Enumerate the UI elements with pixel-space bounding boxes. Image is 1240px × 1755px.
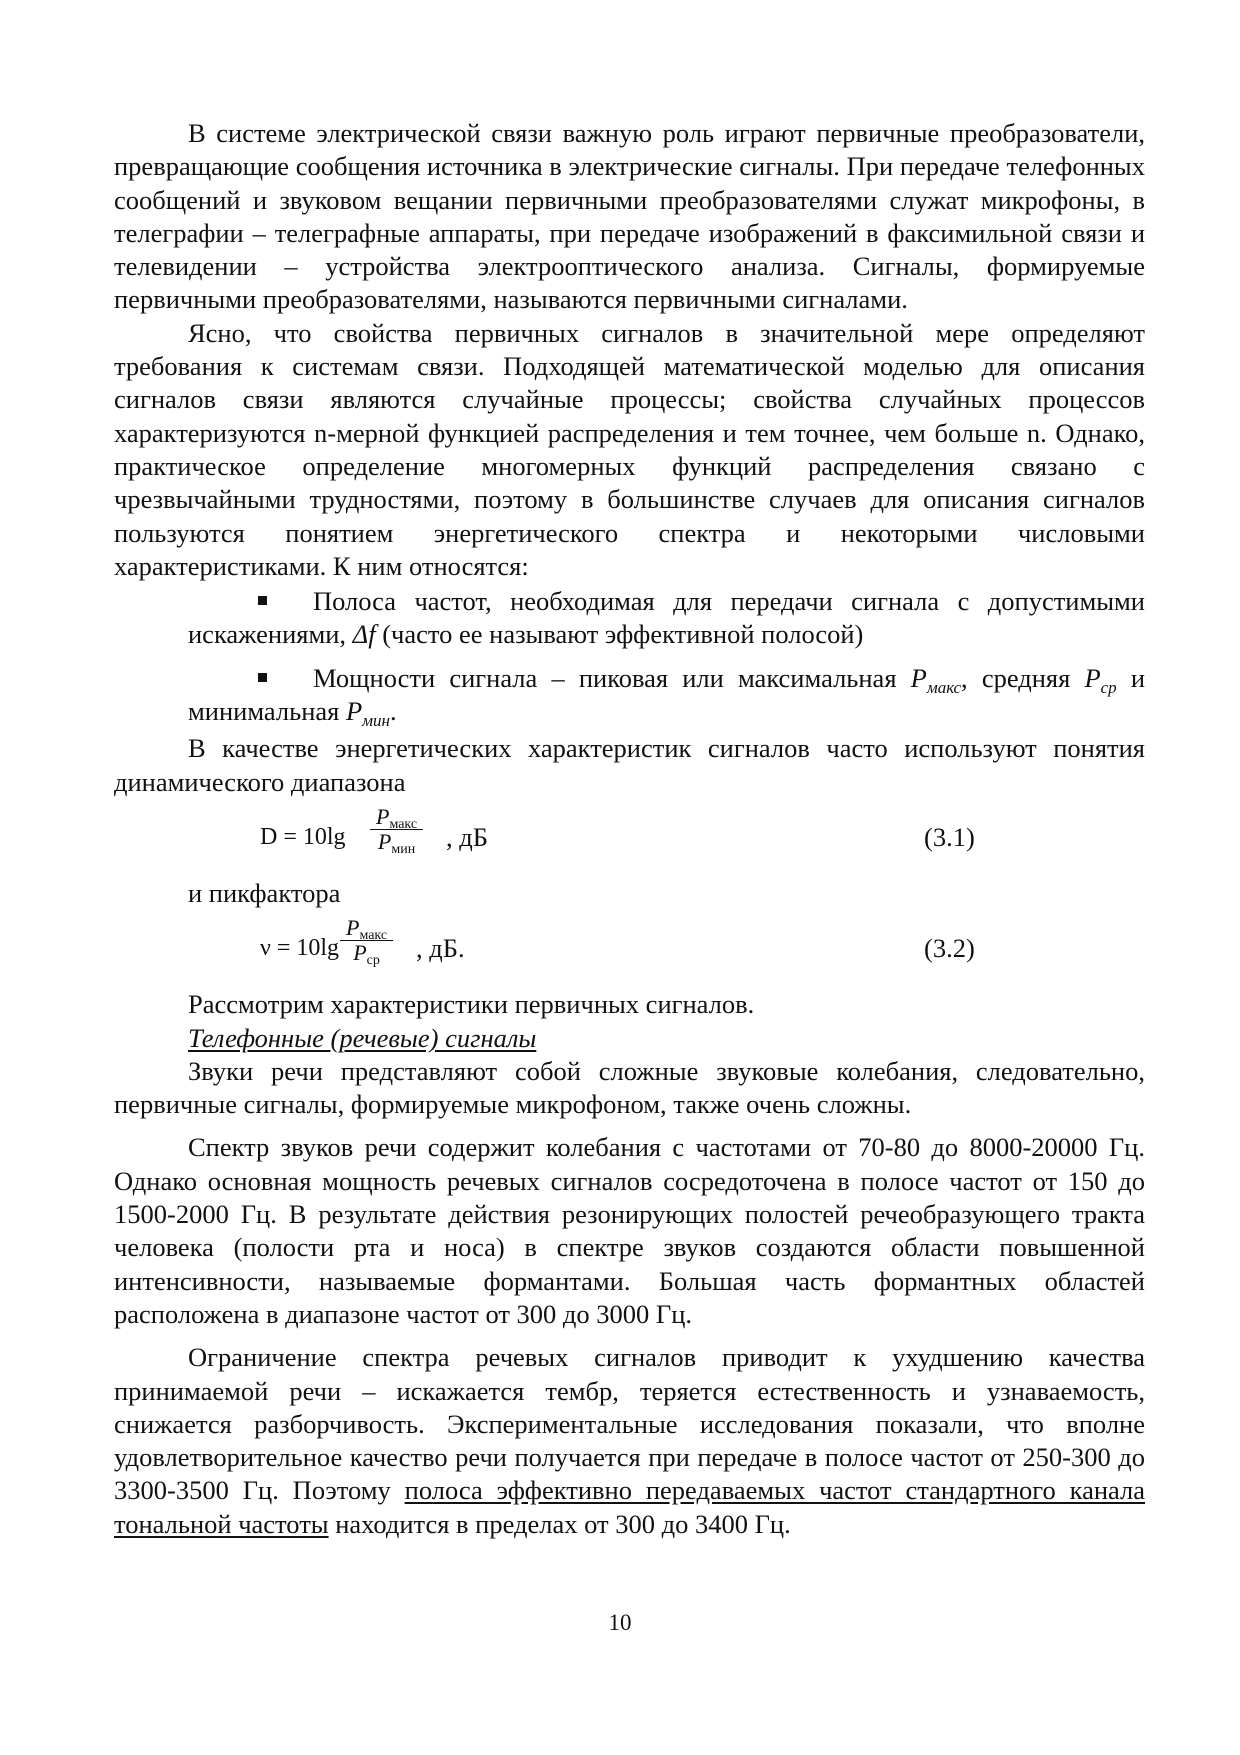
bullet-square-icon	[258, 596, 267, 605]
formula-1-number: (3.1)	[924, 821, 975, 852]
formula-1-numerator: $P_{макс}$	[370, 805, 423, 830]
paragraph-primary-converters: В системе электрической связи важную роль играют первичные преобразователи, превращающие сообщения источника в электрические сигналы. При передаче телефонных сообщений и звуковом вещании первичными преобразователями служат микрофоны, в телеграфии – телеграфные аппараты, при передаче изображений в факсимильной связи и телевидении – устройства электрооптического анализа. Сигналы, формируемые первичными преобразователями, называются первичными сигналами.	[114, 118, 1145, 315]
formula-1-unit: , дБ	[446, 821, 488, 852]
formula-1-denominator: $P_{мин}$	[377, 828, 416, 857]
delta-f-symbol: Δf	[352, 619, 376, 650]
formula-2-numerator: $P_{макс}$	[340, 916, 393, 941]
formula-peak-factor	[114, 916, 1145, 984]
formula-1-fraction	[370, 803, 423, 857]
paragraph-energy-characteristics: В качестве энергетических характеристик сигналов часто используют понятия динамического диапазона	[114, 733, 1145, 797]
formula-1-lhs: D = 10lg	[260, 823, 346, 850]
p-min-symbol: $P_{мин}$	[345, 696, 390, 731]
p-avg-symbol: $P_{ср}$	[1084, 662, 1117, 697]
page-body	[114, 117, 1145, 1541]
bullet-square-icon	[258, 673, 267, 682]
formula-dynamic-range	[114, 805, 1145, 873]
bandwidth-text: Полоса частот, необходимая для передачи сигнала с допустимыми искажениями,	[188, 586, 1145, 650]
paragraph-spectrum-limitation: Ограничение спектра речевых сигналов приводит к ухудшению качества принимаемой речи – искажается тембр, теряется естественность и узнаваемость, снижается разборчивость. Экспериментальные исследования показали, что вполне удовлетворительное качество речи получается при передаче в полосе частот от 250-300 до 3300-3500 Гц. Поэтому полоса эффективно передаваемых частот стандартного канала тональной частоты находится в пределах от 300 до 3400 Гц.	[114, 1342, 1145, 1539]
paragraph-consider: Рассмотрим характеристики первичных сигналов.	[188, 989, 755, 1020]
bandwidth-note: (часто ее называют эффективной полосой)	[375, 619, 864, 650]
pikfactor-label: и пикфактора	[188, 877, 341, 908]
formula-2-lhs: ν = 10lg	[260, 935, 340, 962]
paragraph-speech-spectrum: Спектр звуков речи содержит колебания с частотами от 70-80 до 8000-20000 Гц. Однако основная мощность речевых сигналов сосредоточена в полосе частот от 150 до 1500-2000 Гц. В результате действия резонирующих полостей речеобразующего тракта человека (полости рта и носа) в спектре звуков создаются области повышенной интенсивности, называемые формантами. Большая часть формантных областей расположена в диапазоне частот от 300 до 3000 Гц.	[114, 1132, 1145, 1329]
page-number: 10	[608, 1610, 632, 1635]
underlined-phrase: полоса эффективно передаваемых частот стандартного канала тональной частоты	[114, 1475, 1145, 1539]
formula-2-fraction	[340, 915, 393, 969]
formula-2-unit: , дБ.	[416, 933, 465, 964]
paragraph-speech-sounds: Звуки речи представляют собой сложные звуковые колебания, следовательно, первичные сигналы, формируемые микрофоном, также очень сложны.	[114, 1055, 1145, 1120]
section-title-telephone-signals: Телефонные (речевые) сигналы	[188, 1022, 537, 1053]
formula-2-number: (3.2)	[924, 933, 975, 964]
paragraph-signal-properties: Ясно, что свойства первичных сигналов в значительной мере определяют требования к системам связи. Подходящей математической моделью для описания сигналов связи являются случайные процессы; свойства случайных процессов характеризуются n-мерной функцией распределения и тем точнее, чем больше n. Однако, практическое определение многомерных функций распределения связано с чрезвычайными трудностями, поэтому в большинстве случаев для описания сигналов пользуются понятием энергетического спектра и некоторыми числовыми характеристиками. К ним относятся:	[114, 317, 1145, 581]
list-item-power: Мощности сигнала – пиковая или максимальная $P_{макс}$, средняя $P_{ср}$ и минимальная $P_{мин}$.	[188, 662, 1145, 731]
list-item-bandwidth	[114, 585, 1145, 652]
power-mid: , средняя	[961, 662, 1085, 693]
formula-2-denominator: $P_{ср}$	[353, 940, 380, 969]
power-and: и минимальная	[188, 662, 1145, 727]
p-max-symbol: $P_{макс}$	[910, 662, 962, 697]
power-text: Мощности сигнала – пиковая или максимальная	[313, 662, 911, 693]
